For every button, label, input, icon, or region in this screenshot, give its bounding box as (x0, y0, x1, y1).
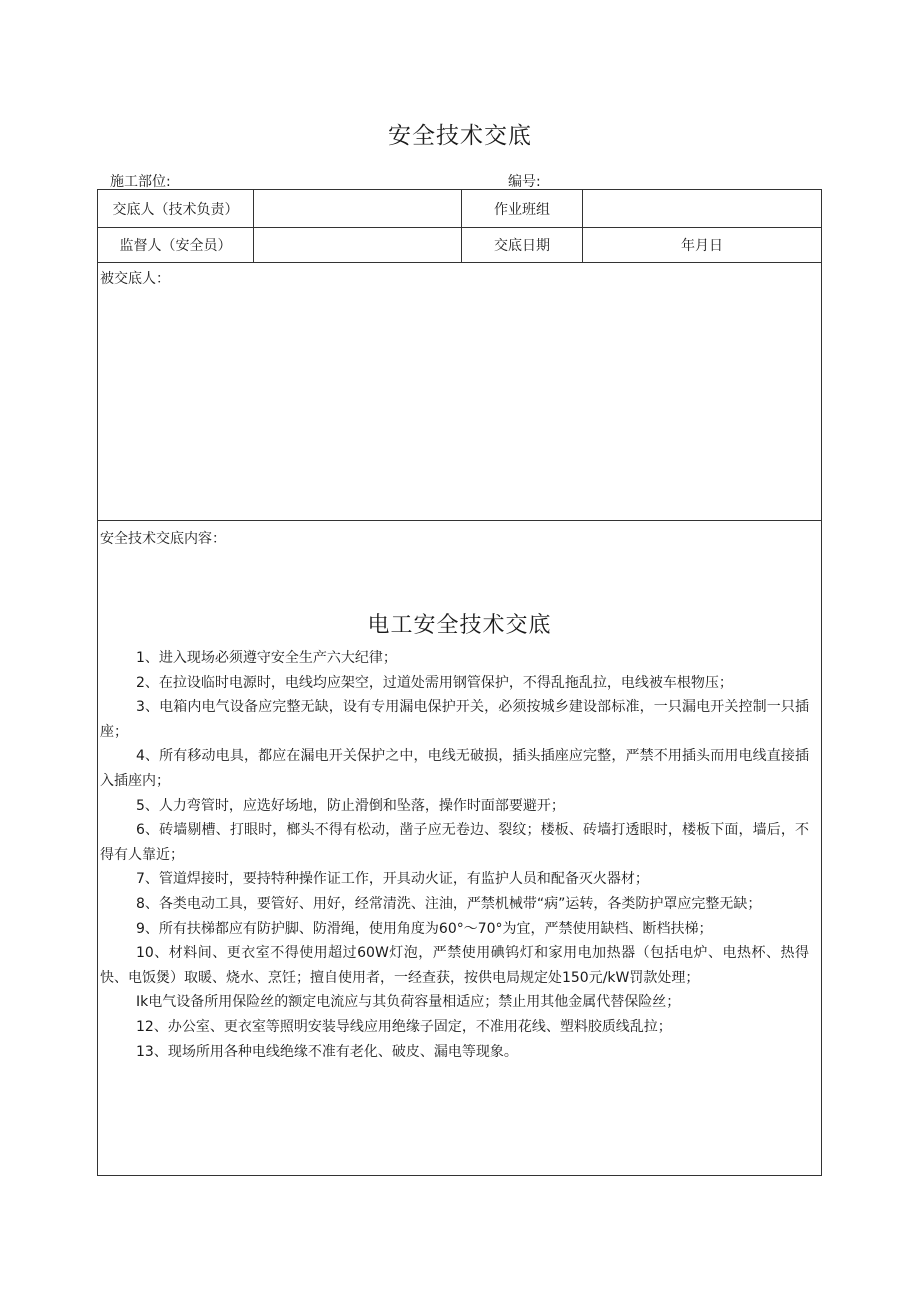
row-divider (98, 262, 821, 263)
serial-number-label: 编号: (508, 174, 541, 190)
list-item: 12、办公室、更衣室等照明安装导线应用绝缘子固定，不准用花线、塑料胶质线乱拉； (136, 1018, 672, 1035)
disclosure-date-value[interactable]: 年月日 (681, 238, 723, 254)
list-item: 9、所有扶梯都应有防护脚、防滑绳，使用角度为60°～70°为宜，严禁使用缺档、断档扶梯； (136, 920, 713, 937)
content-title: 电工安全技术交底 (367, 613, 552, 638)
list-item: 2、在拉设临时电源时，电线均应架空，过道处需用钢管保护，不得乱拖乱拉，电线被车根物压； (136, 674, 733, 691)
list-item: Ik电气设备所用保险丝的额定电流应与其负荷容量相适应；禁止用其他金属代替保险丝； (136, 994, 681, 1011)
supervisor-label: 监督人（安全员） (119, 238, 232, 254)
disclosure-form (97, 189, 822, 1176)
section-divider (98, 520, 821, 521)
list-item: 13、现场所用各种电线绝缘不准有老化、破皮、漏电等现象。 (136, 1043, 518, 1060)
list-item: 10、材料间、更衣室不得使用超过60W灯泡，严禁使用碘钨灯和家用电加热器（包括电炉、电热杯、热得快、电饭煲）取暖、烧水、烹饪；擅自使用者，一经查获，按供电局规定处150元/kW罚款处理； (100, 945, 809, 986)
discloser-label: 交底人（技术负责） (112, 201, 239, 218)
disclosure-date-label: 交底日期 (494, 238, 550, 254)
list-item: 1、进入现场必须遵守安全生产六大纪律； (136, 650, 397, 666)
list-item: 4、所有移动电具，都应在漏电开关保护之中，电线无破损，插头插座应完整，严禁不用插头而用电线直接插入插座内； (100, 748, 809, 789)
safety-items-list (98, 646, 821, 1064)
list-item: 3、电箱内电气设备应完整无缺，设有专用漏电保护开关，必须按城乡建设部标准，一只漏电开关控制一只插座； (100, 699, 809, 740)
content-label: 安全技术交底内容： (100, 531, 226, 547)
list-item: 7、管道焊接时，要持特种操作证工作，开具动火证，有监护人员和配备灭火器材； (136, 871, 649, 888)
list-item: 8、各类电动工具，要管好、用好，经常清洗、注油，严禁机械带“病”运转，各类防护罩应完整无缺； (136, 895, 762, 912)
discloser-value[interactable] (254, 190, 461, 227)
list-item: 5、人力弯管时，应选好场地，防止滑倒和坠落，操作时面部要避开； (136, 797, 565, 814)
supervisor-value[interactable] (254, 228, 461, 262)
recipients-label: 被交底人： (100, 271, 170, 287)
document-title: 安全技术交底 (388, 123, 532, 149)
list-item: 6、砖墙剔槽、打眼时，榔头不得有松动，凿子应无卷边、裂纹；楼板、砖墙打透眼时，楼板下面，墙后，不得有人靠近； (100, 822, 809, 863)
construction-site-label: 施工部位: (110, 174, 171, 190)
work-team-value[interactable] (583, 190, 821, 227)
work-team-label: 作业班组 (494, 201, 550, 218)
